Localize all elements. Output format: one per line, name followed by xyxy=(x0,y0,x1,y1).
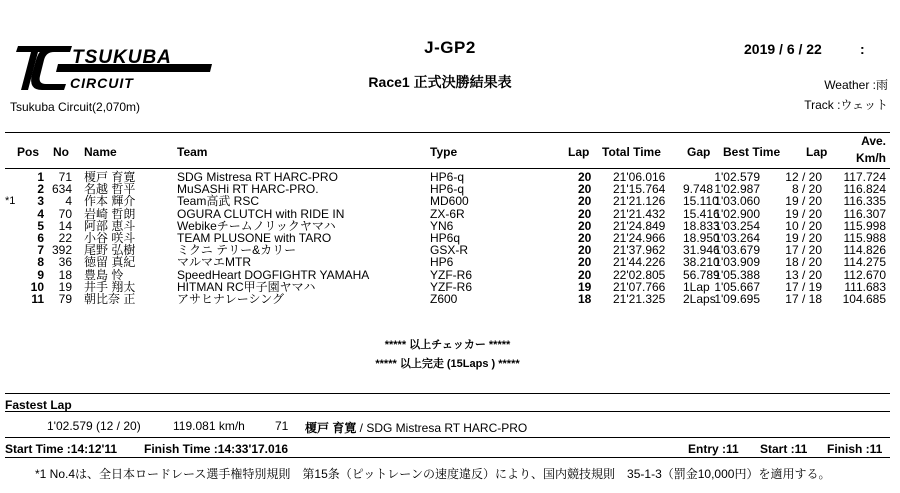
cell-laps: 20 xyxy=(578,243,592,258)
cell-type: YZF-R6 xyxy=(430,279,472,294)
cell-best-lap: 8 / 20 xyxy=(791,182,822,197)
col-no: No xyxy=(53,145,69,159)
cell-gap: 15.416 xyxy=(683,206,720,221)
cell-total-time: 21'37.962 xyxy=(613,243,666,258)
cell-best-time: 1'03.254 xyxy=(714,218,760,233)
table-row xyxy=(5,281,890,293)
cell-name: 朝比奈 正 xyxy=(84,292,136,306)
cell-type: Z600 xyxy=(430,292,458,306)
cell-best-lap: 17 / 19 xyxy=(785,279,822,294)
cell-total-time: 21'21.325 xyxy=(613,292,666,306)
cell-ave: 114.826 xyxy=(843,243,886,258)
cell-no: 392 xyxy=(51,243,72,258)
cell-team: ミクニ テリー&カリー xyxy=(177,243,297,258)
track-condition: Track :ウェット xyxy=(804,98,888,112)
cell-name: 名越 哲平 xyxy=(84,182,136,197)
cell-no: 19 xyxy=(58,279,72,294)
cell-best-lap: 19 / 20 xyxy=(785,194,822,209)
cell-ave: 104.685 xyxy=(842,292,886,306)
fastest-lap-speed: 119.081 km/h xyxy=(173,419,245,433)
col-name: Name xyxy=(84,145,117,159)
finish-count: Finish :11 xyxy=(827,442,883,456)
cell-total-time: 21'24.966 xyxy=(613,231,666,245)
cell-laps: 20 xyxy=(578,170,592,184)
svg-text:CIRCUIT: CIRCUIT xyxy=(70,75,134,91)
table-row xyxy=(5,220,890,232)
table-row xyxy=(5,171,890,183)
cell-team: アサヒナレーシング xyxy=(177,292,284,306)
cell-type: ZX-6R xyxy=(430,206,465,221)
cell-type: YN6 xyxy=(430,218,454,233)
cell-team: SpeedHeart DOGFIGHTR YAMAHA xyxy=(177,267,370,282)
fastest-lap-divider xyxy=(5,411,890,412)
table-row xyxy=(5,256,890,268)
cell-no: 36 xyxy=(58,255,72,270)
time-summary-bar xyxy=(5,437,890,458)
col-best-time: Best Time xyxy=(723,145,781,159)
table-row xyxy=(5,244,890,256)
cell-best-lap: 19 / 20 xyxy=(785,206,822,221)
cell-type: GSX-R xyxy=(430,243,469,258)
cell-laps: 20 xyxy=(578,206,592,221)
circuit-name: Tsukuba Circuit(2,070m) xyxy=(10,100,141,114)
cell-team: Webikeチームノリックヤマハ xyxy=(177,218,336,233)
cell-gap: 15.110 xyxy=(683,194,719,209)
cell-best-lap: 12 / 20 xyxy=(785,170,822,184)
table-row xyxy=(5,208,890,220)
cell-name: 榎戸 育寛 xyxy=(84,170,136,184)
cell-pos: 9 xyxy=(37,267,44,282)
cell-gap: 38.210 xyxy=(683,255,720,270)
cell-no: 22 xyxy=(58,231,72,245)
class-title: J-GP2 xyxy=(424,38,476,57)
start-time: Start Time :14:12'11 xyxy=(5,442,118,456)
col-pos: Pos xyxy=(17,145,40,159)
cell-total-time: 21'06.016 xyxy=(613,170,666,184)
cell-team: マルマエMTR xyxy=(177,255,251,270)
cell-total-time: 21'21.126 xyxy=(613,194,666,209)
cell-note: *1 xyxy=(5,195,16,208)
col-best-lap: Lap xyxy=(806,145,828,159)
cell-total-time: 21'15.764 xyxy=(613,182,666,197)
cell-best-lap: 13 / 20 xyxy=(785,267,822,282)
cell-total-time: 22'02.805 xyxy=(613,267,666,282)
cell-best-lap: 17 / 20 xyxy=(785,243,822,258)
cell-ave: 115.998 xyxy=(843,218,886,233)
cell-name: 井手 翔太 xyxy=(84,279,136,294)
cell-team: OGURA CLUTCH with RIDE IN xyxy=(177,206,345,221)
cell-pos: 1 xyxy=(37,170,44,184)
cell-name: 小谷 咲斗 xyxy=(84,231,136,245)
table-row xyxy=(5,183,890,195)
table-row xyxy=(5,232,890,244)
cell-name: 岩崎 哲朗 xyxy=(84,206,136,221)
cell-best-time: 1'09.695 xyxy=(714,292,760,306)
cell-pos: 7 xyxy=(37,243,44,258)
cell-gap: 2Laps xyxy=(683,292,716,306)
fastest-lap-no: 71 xyxy=(275,419,289,433)
cell-best-time: 1'02.900 xyxy=(714,206,760,221)
col-total-time: Total Time xyxy=(602,145,661,159)
cell-ave: 114.275 xyxy=(843,255,886,270)
cell-best-time: 1'02.987 xyxy=(714,182,760,197)
race-date: 2019 / 6 / 22 xyxy=(744,41,822,57)
cell-gap: 9.748 xyxy=(683,182,714,197)
cell-type: MD600 xyxy=(430,194,469,209)
cell-no: 14 xyxy=(58,218,72,233)
cell-name: 徳留 真紀 xyxy=(84,255,136,270)
cell-no: 4 xyxy=(65,194,72,209)
cell-name: 尾野 弘樹 xyxy=(84,243,136,258)
cell-best-lap: 18 / 20 xyxy=(785,255,822,270)
cell-no: 79 xyxy=(58,292,72,306)
cell-no: 634 xyxy=(51,182,72,197)
cell-type: YZF-R6 xyxy=(430,267,472,282)
cell-gap: 18.950 xyxy=(683,231,720,245)
cell-laps: 20 xyxy=(578,218,592,233)
col-lap: Lap xyxy=(568,145,590,159)
cell-pos: 4 xyxy=(37,206,44,221)
fastest-lap-team: / SDG Mistresa RT HARC-PRO xyxy=(356,421,528,435)
cell-best-time: 1'03.060 xyxy=(714,194,760,209)
cell-best-lap: 19 / 20 xyxy=(785,231,822,245)
cell-no: 18 xyxy=(58,267,72,282)
cell-best-time: 1'02.579 xyxy=(714,170,760,184)
entry-count: Entry :11 xyxy=(688,442,739,456)
cell-team: Team高武 RSC xyxy=(177,194,260,209)
cell-ave: 116.824 xyxy=(843,182,886,197)
cell-laps: 20 xyxy=(578,231,592,245)
checker-line: ***** 以上チェッカー ***** xyxy=(384,339,511,351)
cell-laps: 20 xyxy=(578,267,592,282)
cell-total-time: 21'21.432 xyxy=(613,206,666,221)
cell-team: TEAM PLUSONE with TARO xyxy=(177,231,332,245)
cell-type: HP6 xyxy=(430,255,454,270)
table-row xyxy=(5,195,890,207)
cell-laps: 19 xyxy=(578,279,592,294)
cell-name: 作本 輝介 xyxy=(84,194,136,209)
cell-best-time: 1'03.264 xyxy=(714,231,760,245)
penalty-footnote: *1 No.4は、全日本ロードレース選手権特別規則 第15条（ピットレーンの速度違反）により、国内競技規則 35-1-3（罰金10,000円）を適用する。 xyxy=(35,467,831,481)
cell-name: 豊島 怜 xyxy=(84,267,124,282)
fastest-lap-rider: 榎戸 育寛 xyxy=(305,421,357,435)
cell-no: 70 xyxy=(58,206,72,221)
table-row xyxy=(5,269,890,281)
cell-total-time: 21'24.849 xyxy=(613,218,666,233)
cell-pos: 10 xyxy=(30,279,44,294)
cell-gap: 1Lap xyxy=(683,279,710,294)
fastest-lap-title: Fastest Lap xyxy=(5,398,72,412)
cell-ave: 117.724 xyxy=(843,170,886,184)
cell-gap: 31.946 xyxy=(683,243,720,258)
cell-pos: 8 xyxy=(37,255,44,270)
cell-pos: 3 xyxy=(37,194,44,209)
cell-ave: 111.683 xyxy=(844,279,886,294)
cell-ave: 112.670 xyxy=(843,267,886,282)
cell-pos: 6 xyxy=(37,231,44,245)
cell-team: HITMAN RC甲子園ヤマハ xyxy=(177,279,316,294)
cell-total-time: 21'07.766 xyxy=(613,279,666,294)
cell-gap: 56.789 xyxy=(683,267,720,282)
col-kmh: Km/h xyxy=(856,151,886,165)
fastest-lap-section xyxy=(5,393,890,437)
cell-ave: 116.307 xyxy=(843,206,886,221)
completion-line: ***** 以上完走 (15Laps ) ***** xyxy=(375,358,520,370)
col-type: Type xyxy=(430,145,458,159)
cell-best-time: 1'05.667 xyxy=(714,279,760,294)
col-ave: Ave. xyxy=(861,134,886,148)
cell-ave: 115.988 xyxy=(843,231,886,245)
cell-pos: 2 xyxy=(37,182,44,197)
cell-type: HP6-q xyxy=(430,170,465,184)
cell-ave: 116.335 xyxy=(843,194,886,209)
date-colon: : xyxy=(860,41,865,57)
cell-total-time: 21'44.226 xyxy=(613,255,666,270)
cell-best-lap: 17 / 18 xyxy=(785,292,822,306)
cell-best-lap: 10 / 20 xyxy=(785,218,822,233)
start-count: Start :11 xyxy=(760,442,808,456)
weather: Weather :雨 xyxy=(824,78,888,92)
cell-team: MuSASHi RT HARC-PRO. xyxy=(177,182,319,197)
cell-pos: 5 xyxy=(37,218,44,233)
cell-no: 71 xyxy=(58,170,72,184)
cell-laps: 18 xyxy=(578,292,592,306)
cell-best-time: 1'03.909 xyxy=(714,255,760,270)
cell-best-time: 1'05.388 xyxy=(714,267,760,282)
table-row xyxy=(5,293,890,305)
cell-laps: 20 xyxy=(578,194,592,209)
fastest-lap-time: 1'02.579 (12 / 20) xyxy=(47,419,141,433)
cell-type: HP6-q xyxy=(430,182,465,197)
cell-best-time: 1'03.679 xyxy=(714,243,760,258)
table-header xyxy=(5,132,890,169)
col-gap: Gap xyxy=(687,145,711,159)
cell-team: SDG Mistresa RT HARC-PRO xyxy=(177,170,338,184)
svg-text:TSUKUBA: TSUKUBA xyxy=(72,47,172,68)
cell-type: HP6q xyxy=(430,231,461,245)
cell-laps: 20 xyxy=(578,182,592,197)
finish-time: Finish Time :14:33'17.016 xyxy=(144,442,289,456)
cell-pos: 11 xyxy=(31,292,44,306)
cell-laps: 20 xyxy=(578,255,592,270)
cell-gap: 18.833 xyxy=(683,218,720,233)
col-team: Team xyxy=(177,145,208,159)
cell-name: 阿部 恵斗 xyxy=(84,218,136,233)
race-subtitle: Race1 正式決勝結果表 xyxy=(368,74,512,90)
